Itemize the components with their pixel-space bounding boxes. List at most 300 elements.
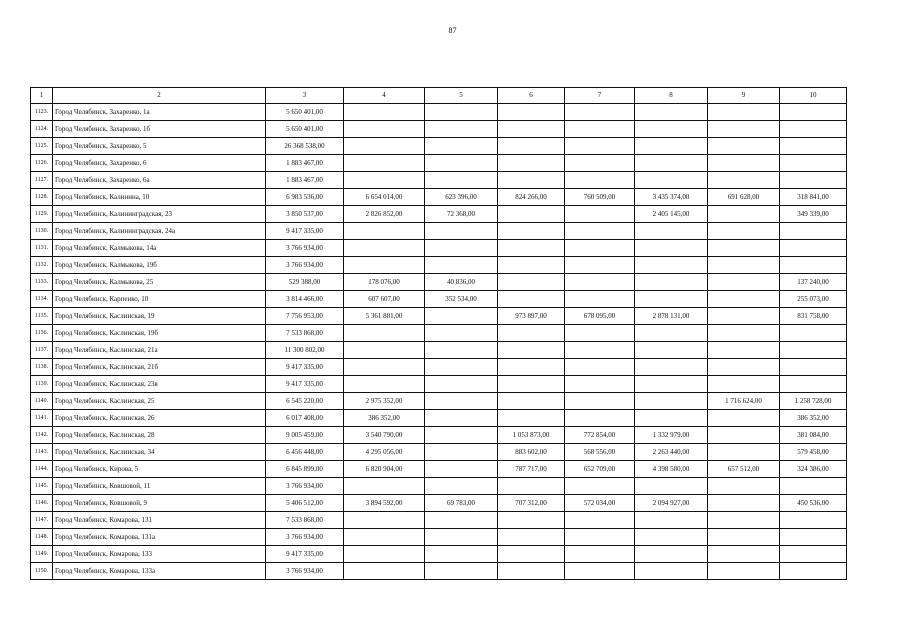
- value-cell: [425, 104, 498, 121]
- row-number-cell: 1137.: [31, 342, 53, 359]
- column-header-9: 9: [708, 88, 780, 104]
- value-cell: [708, 104, 780, 121]
- address-cell: Город Челябинск, Карпенко, 10: [53, 291, 266, 308]
- column-header-4: 4: [344, 88, 425, 104]
- value-cell: [708, 427, 780, 444]
- table-row: [31, 325, 847, 342]
- value-cell: [635, 342, 708, 359]
- value-cell: [565, 138, 635, 155]
- value-cell: [344, 376, 425, 393]
- table-row: [31, 172, 847, 189]
- value-cell: [708, 376, 780, 393]
- value-cell: [565, 240, 635, 257]
- row-number-cell: 1138.: [31, 359, 53, 376]
- value-cell: [344, 359, 425, 376]
- column-header-10: 10: [780, 88, 847, 104]
- value-cell: [425, 376, 498, 393]
- value-cell: [425, 546, 498, 563]
- value-cell: 9 417 335,00: [266, 546, 344, 563]
- value-cell: 178 076,00: [344, 274, 425, 291]
- value-cell: 1 883 467,00: [266, 155, 344, 172]
- address-cell: Город Челябинск, Каслинская, 34: [53, 444, 266, 461]
- value-cell: [498, 410, 565, 427]
- table-row: [31, 427, 847, 444]
- row-number-cell: 1129.: [31, 206, 53, 223]
- value-cell: 607 607,00: [344, 291, 425, 308]
- value-cell: [635, 121, 708, 138]
- address-cell: Город Челябинск, Захаренко, 1б: [53, 121, 266, 138]
- value-cell: [635, 563, 708, 580]
- address-cell: Город Челябинск, Калининградская, 24а: [53, 223, 266, 240]
- value-cell: [498, 529, 565, 546]
- value-cell: [635, 529, 708, 546]
- value-cell: 6 983 536,00: [266, 189, 344, 206]
- address-cell: Город Челябинск, Каслинская, 21б: [53, 359, 266, 376]
- value-cell: [780, 529, 847, 546]
- value-cell: [498, 104, 565, 121]
- value-cell: [425, 121, 498, 138]
- value-cell: 3 435 374,00: [635, 189, 708, 206]
- value-cell: 2 878 131,00: [635, 308, 708, 325]
- table-row: [31, 342, 847, 359]
- value-cell: [344, 342, 425, 359]
- value-cell: 40 836,00: [425, 274, 498, 291]
- value-cell: [425, 172, 498, 189]
- value-cell: 6 456 448,00: [266, 444, 344, 461]
- value-cell: [565, 563, 635, 580]
- value-cell: [498, 138, 565, 155]
- address-cell: Город Челябинск, Калининградская, 23: [53, 206, 266, 223]
- value-cell: [344, 529, 425, 546]
- table-row: [31, 393, 847, 410]
- value-cell: [780, 121, 847, 138]
- value-cell: 652 709,00: [565, 461, 635, 478]
- value-cell: [425, 512, 498, 529]
- value-cell: 11 300 802,00: [266, 342, 344, 359]
- value-cell: 386 352,00: [344, 410, 425, 427]
- address-cell: Город Челябинск, Калмыкова, 14а: [53, 240, 266, 257]
- value-cell: 5 361 881,00: [344, 308, 425, 325]
- address-cell: Город Челябинск, Каслинская, 23в: [53, 376, 266, 393]
- value-cell: [565, 257, 635, 274]
- value-cell: [708, 342, 780, 359]
- value-cell: [635, 257, 708, 274]
- value-cell: 2 094 927,00: [635, 495, 708, 512]
- address-cell: Город Челябинск, Захаренко, 5: [53, 138, 266, 155]
- value-cell: [344, 121, 425, 138]
- table-row: [31, 512, 847, 529]
- value-cell: 7 756 953,00: [266, 308, 344, 325]
- column-header-5: 5: [425, 88, 498, 104]
- value-cell: [498, 478, 565, 495]
- value-cell: [708, 206, 780, 223]
- value-cell: [425, 240, 498, 257]
- table-row: [31, 410, 847, 427]
- value-cell: [498, 155, 565, 172]
- value-cell: 6 545 220,00: [266, 393, 344, 410]
- table-row: [31, 444, 847, 461]
- value-cell: [498, 393, 565, 410]
- value-cell: 3 766 934,00: [266, 529, 344, 546]
- value-cell: [565, 512, 635, 529]
- value-cell: [708, 308, 780, 325]
- value-cell: [425, 529, 498, 546]
- address-cell: Город Челябинск, Ковшовой, 11: [53, 478, 266, 495]
- value-cell: [565, 206, 635, 223]
- value-cell: 3 766 934,00: [266, 478, 344, 495]
- value-cell: [425, 478, 498, 495]
- table-row: [31, 138, 847, 155]
- value-cell: 4 295 056,00: [344, 444, 425, 461]
- value-cell: 3 766 934,00: [266, 257, 344, 274]
- value-cell: [344, 138, 425, 155]
- value-cell: [708, 512, 780, 529]
- value-cell: 529 388,00: [266, 274, 344, 291]
- value-cell: [780, 223, 847, 240]
- value-cell: 1 053 873,00: [498, 427, 565, 444]
- value-cell: [344, 155, 425, 172]
- value-cell: [565, 376, 635, 393]
- value-cell: 349 339,00: [780, 206, 847, 223]
- row-number-cell: 1131.: [31, 240, 53, 257]
- value-cell: [565, 359, 635, 376]
- value-cell: [344, 563, 425, 580]
- value-cell: 572 034,00: [565, 495, 635, 512]
- value-cell: [635, 393, 708, 410]
- row-number-cell: 1124.: [31, 121, 53, 138]
- value-cell: 255 073,00: [780, 291, 847, 308]
- table-row: [31, 359, 847, 376]
- column-header-1: 1: [31, 88, 53, 104]
- value-cell: 3 850 537,00: [266, 206, 344, 223]
- value-cell: [498, 291, 565, 308]
- table-row: [31, 563, 847, 580]
- value-cell: [708, 529, 780, 546]
- value-cell: 678 095,00: [565, 308, 635, 325]
- value-cell: [635, 223, 708, 240]
- row-number-cell: 1140.: [31, 393, 53, 410]
- value-cell: [708, 291, 780, 308]
- address-cell: Город Челябинск, Каслинская, 28: [53, 427, 266, 444]
- value-cell: 9 417 335,00: [266, 359, 344, 376]
- table-row: [31, 104, 847, 121]
- value-cell: [780, 138, 847, 155]
- value-cell: [565, 529, 635, 546]
- data-table: [30, 87, 847, 580]
- value-cell: [780, 172, 847, 189]
- value-cell: [708, 138, 780, 155]
- value-cell: [635, 104, 708, 121]
- value-cell: [565, 172, 635, 189]
- value-cell: 787 717,00: [498, 461, 565, 478]
- value-cell: [708, 274, 780, 291]
- row-number-cell: 1128.: [31, 189, 53, 206]
- value-cell: 7 533 868,00: [266, 325, 344, 342]
- value-cell: [635, 155, 708, 172]
- row-number-cell: 1125.: [31, 138, 53, 155]
- value-cell: 657 512,00: [708, 461, 780, 478]
- value-cell: 324 386,00: [780, 461, 847, 478]
- value-cell: [708, 155, 780, 172]
- value-cell: [425, 257, 498, 274]
- value-cell: [344, 478, 425, 495]
- value-cell: 973 897,00: [498, 308, 565, 325]
- value-cell: [780, 104, 847, 121]
- value-cell: 1 883 467,00: [266, 172, 344, 189]
- value-cell: 2 826 852,00: [344, 206, 425, 223]
- value-cell: [344, 104, 425, 121]
- address-cell: Город Челябинск, Ковшовой, 9: [53, 495, 266, 512]
- value-cell: [344, 512, 425, 529]
- column-header-6: 6: [498, 88, 565, 104]
- value-cell: [780, 546, 847, 563]
- value-cell: [708, 444, 780, 461]
- value-cell: [498, 376, 565, 393]
- value-cell: [425, 308, 498, 325]
- value-cell: [635, 546, 708, 563]
- value-cell: [344, 546, 425, 563]
- value-cell: [708, 257, 780, 274]
- value-cell: 2 263 440,00: [635, 444, 708, 461]
- value-cell: 772 854,00: [565, 427, 635, 444]
- address-cell: Город Челябинск, Комарова, 131: [53, 512, 266, 529]
- row-number-cell: 1150.: [31, 563, 53, 580]
- row-number-cell: 1132.: [31, 257, 53, 274]
- value-cell: 5 650 401,00: [266, 104, 344, 121]
- value-cell: 26 368 538,00: [266, 138, 344, 155]
- address-cell: Город Челябинск, Калмыкова, 25: [53, 274, 266, 291]
- table-row: [31, 461, 847, 478]
- row-number-cell: 1139.: [31, 376, 53, 393]
- column-header-3: 3: [266, 88, 344, 104]
- value-cell: 3 814 466,00: [266, 291, 344, 308]
- table-row: [31, 155, 847, 172]
- page-number: 87: [448, 26, 457, 35]
- value-cell: 7 533 868,00: [266, 512, 344, 529]
- row-number-cell: 1147.: [31, 512, 53, 529]
- row-number-cell: 1133.: [31, 274, 53, 291]
- table-row: [31, 189, 847, 206]
- value-cell: [708, 495, 780, 512]
- value-cell: [565, 223, 635, 240]
- value-cell: [635, 240, 708, 257]
- address-cell: Город Челябинск, Каслинская, 25: [53, 393, 266, 410]
- value-cell: 568 556,00: [565, 444, 635, 461]
- value-cell: [498, 240, 565, 257]
- value-cell: 3 766 934,00: [266, 240, 344, 257]
- value-cell: [635, 325, 708, 342]
- row-number-cell: 1143.: [31, 444, 53, 461]
- table-row: [31, 529, 847, 546]
- value-cell: 381 084,00: [780, 427, 847, 444]
- address-cell: Город Челябинск, Кирова, 5: [53, 461, 266, 478]
- value-cell: [565, 155, 635, 172]
- table-row: [31, 495, 847, 512]
- value-cell: 72 368,00: [425, 206, 498, 223]
- table-row: [31, 478, 847, 495]
- value-cell: [708, 359, 780, 376]
- value-cell: [780, 257, 847, 274]
- value-cell: 2 975 352,00: [344, 393, 425, 410]
- value-cell: [425, 393, 498, 410]
- value-cell: 1 716 624,00: [708, 393, 780, 410]
- row-number-cell: 1146.: [31, 495, 53, 512]
- value-cell: [425, 138, 498, 155]
- address-cell: Город Челябинск, Калмыкова, 19б: [53, 257, 266, 274]
- value-cell: [565, 546, 635, 563]
- value-cell: [565, 274, 635, 291]
- table-header-row: [31, 88, 847, 104]
- value-cell: 6 017 408,00: [266, 410, 344, 427]
- value-cell: 69 783,00: [425, 495, 498, 512]
- value-cell: [780, 478, 847, 495]
- address-cell: Город Челябинск, Захаренко, 6а: [53, 172, 266, 189]
- value-cell: 2 405 145,00: [635, 206, 708, 223]
- value-cell: [498, 274, 565, 291]
- row-number-cell: 1126.: [31, 155, 53, 172]
- value-cell: [565, 393, 635, 410]
- value-cell: [498, 172, 565, 189]
- table-row: [31, 291, 847, 308]
- value-cell: [425, 410, 498, 427]
- address-cell: Город Челябинск, Захаренко, 1а: [53, 104, 266, 121]
- value-cell: [635, 512, 708, 529]
- value-cell: [565, 121, 635, 138]
- value-cell: [780, 563, 847, 580]
- value-cell: 623 396,00: [425, 189, 498, 206]
- value-cell: [425, 461, 498, 478]
- address-cell: Город Челябинск, Каслинская, 19б: [53, 325, 266, 342]
- column-header-2: 2: [53, 88, 266, 104]
- value-cell: 1 332 979,00: [635, 427, 708, 444]
- value-cell: [780, 359, 847, 376]
- value-cell: [498, 223, 565, 240]
- value-cell: [498, 325, 565, 342]
- value-cell: 9 005 459,00: [266, 427, 344, 444]
- value-cell: [565, 104, 635, 121]
- value-cell: [498, 206, 565, 223]
- value-cell: [708, 223, 780, 240]
- row-number-cell: 1141.: [31, 410, 53, 427]
- table-row: [31, 546, 847, 563]
- table-row: [31, 121, 847, 138]
- value-cell: 6 654 014,00: [344, 189, 425, 206]
- value-cell: [425, 325, 498, 342]
- value-cell: [565, 325, 635, 342]
- address-cell: Город Челябинск, Комарова, 133: [53, 546, 266, 563]
- row-number-cell: 1148.: [31, 529, 53, 546]
- value-cell: [344, 240, 425, 257]
- column-header-8: 8: [635, 88, 708, 104]
- value-cell: [708, 563, 780, 580]
- column-header-7: 7: [565, 88, 635, 104]
- value-cell: [635, 138, 708, 155]
- value-cell: 3 894 592,00: [344, 495, 425, 512]
- value-cell: [498, 257, 565, 274]
- row-number-cell: 1127.: [31, 172, 53, 189]
- value-cell: [635, 291, 708, 308]
- value-cell: [635, 410, 708, 427]
- row-number-cell: 1135.: [31, 308, 53, 325]
- value-cell: 691 628,00: [708, 189, 780, 206]
- address-cell: Город Челябинск, Каслинская, 19: [53, 308, 266, 325]
- value-cell: [344, 257, 425, 274]
- value-cell: [708, 325, 780, 342]
- value-cell: [425, 223, 498, 240]
- value-cell: 5 406 512,00: [266, 495, 344, 512]
- value-cell: [425, 359, 498, 376]
- row-number-cell: 1134.: [31, 291, 53, 308]
- value-cell: [498, 342, 565, 359]
- value-cell: [425, 155, 498, 172]
- value-cell: 3 766 934,00: [266, 563, 344, 580]
- value-cell: [565, 478, 635, 495]
- row-number-cell: 1142.: [31, 427, 53, 444]
- value-cell: [565, 342, 635, 359]
- value-cell: [708, 172, 780, 189]
- table-row: [31, 308, 847, 325]
- value-cell: 883 602,00: [498, 444, 565, 461]
- row-number-cell: 1136.: [31, 325, 53, 342]
- value-cell: [498, 512, 565, 529]
- address-cell: Город Челябинск, Калинина, 10: [53, 189, 266, 206]
- value-cell: [635, 172, 708, 189]
- value-cell: [708, 240, 780, 257]
- value-cell: [708, 410, 780, 427]
- value-cell: [425, 427, 498, 444]
- value-cell: 707 312,00: [498, 495, 565, 512]
- address-cell: Город Челябинск, Каслинская, 21а: [53, 342, 266, 359]
- value-cell: [425, 444, 498, 461]
- value-cell: [635, 478, 708, 495]
- value-cell: [498, 563, 565, 580]
- row-number-cell: 1149.: [31, 546, 53, 563]
- table-row: [31, 240, 847, 257]
- value-cell: [708, 478, 780, 495]
- value-cell: [708, 121, 780, 138]
- table-row: [31, 376, 847, 393]
- value-cell: 386 352,00: [780, 410, 847, 427]
- row-number-cell: 1144.: [31, 461, 53, 478]
- value-cell: [780, 342, 847, 359]
- value-cell: 3 540 790,00: [344, 427, 425, 444]
- value-cell: [498, 546, 565, 563]
- value-cell: [780, 155, 847, 172]
- value-cell: [780, 376, 847, 393]
- value-cell: [565, 410, 635, 427]
- value-cell: [344, 223, 425, 240]
- value-cell: [780, 512, 847, 529]
- table-body: [31, 104, 847, 580]
- value-cell: 5 650 401,00: [266, 121, 344, 138]
- table-row: [31, 206, 847, 223]
- value-cell: [498, 121, 565, 138]
- address-cell: Город Челябинск, Комарова, 133а: [53, 563, 266, 580]
- value-cell: [565, 291, 635, 308]
- row-number-cell: 1123.: [31, 104, 53, 121]
- value-cell: 579 458,00: [780, 444, 847, 461]
- value-cell: [498, 359, 565, 376]
- table-row: [31, 223, 847, 240]
- value-cell: 6 845 899,00: [266, 461, 344, 478]
- value-cell: [635, 376, 708, 393]
- value-cell: 760 509,00: [565, 189, 635, 206]
- table-row: [31, 274, 847, 291]
- value-cell: 318 841,00: [780, 189, 847, 206]
- address-cell: Город Челябинск, Комарова, 131а: [53, 529, 266, 546]
- table-row: [31, 257, 847, 274]
- value-cell: 137 240,00: [780, 274, 847, 291]
